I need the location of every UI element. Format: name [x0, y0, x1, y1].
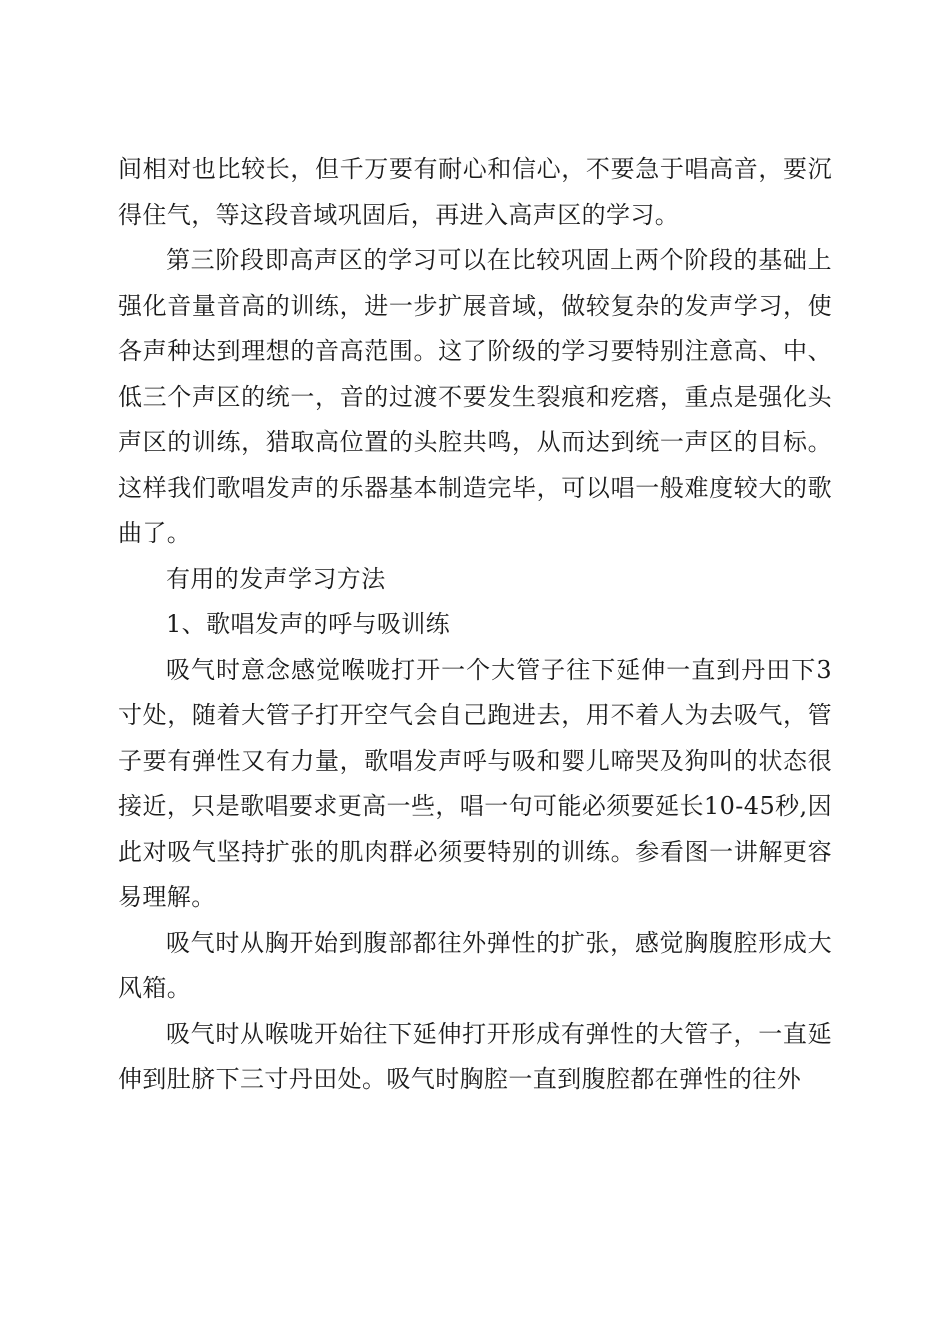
subsection-heading: 1、歌唱发声的呼与吸训练 [166, 610, 451, 638]
section-heading: 有用的发声学习方法 [166, 564, 386, 593]
paragraph-chest-expansion: 吸气时从胸开始到腹部都往外弹性的扩张，感觉胸腹腔形成大风箱。 [118, 928, 832, 1002]
paragraph-breathing: 吸气时意念感觉喉咙打开一个大管子往下延伸一直到丹田下3寸处，随着大管子打开空气会自己跑进去，用不着人为去吸气，管子要有弹性又有力量，歌唱发声呼与吸和婴儿啼哭及狗叫的状态很接近，只是歌唱要求更高一些，唱一句可能必须要延长10-45秒,因此对吸气坚持扩张的肌肉群必须要特别的训练。参看图一讲解更容易理解。 [118, 655, 832, 911]
paragraph-third-stage: 第三阶段即高声区的学习可以在比较巩固上两个阶段的基础上强化音量音高的训练，进一步扩展音域，做较复杂的发声学习，使各声种达到理想的音高范围。这了阶级的学习要特别注意高、中、低三个声区的统一，音的过渡不要发生裂痕和疙瘩，重点是强化头声区的训练，猎取高位置的头腔共鸣，从而达到统一声区的目标。这样我们歌唱发声的乐器基本制造完毕，可以唱一般难度较大的歌曲了。 [118, 246, 832, 547]
paragraph-throat-tube: 吸气时从喉咙开始往下延伸打开形成有弹性的大管子，一直延伸到肚脐下三寸丹田处。吸气时胸腔一直到腹腔都在弹性的往外 [118, 1019, 832, 1093]
document-page [118, 147, 832, 1103]
paragraph-continuation: 间相对也比较长，但千万要有耐心和信心，不要急于唱高音，要沉得住气，等这段音域巩固后，再进入高声区的学习。 [118, 155, 832, 229]
